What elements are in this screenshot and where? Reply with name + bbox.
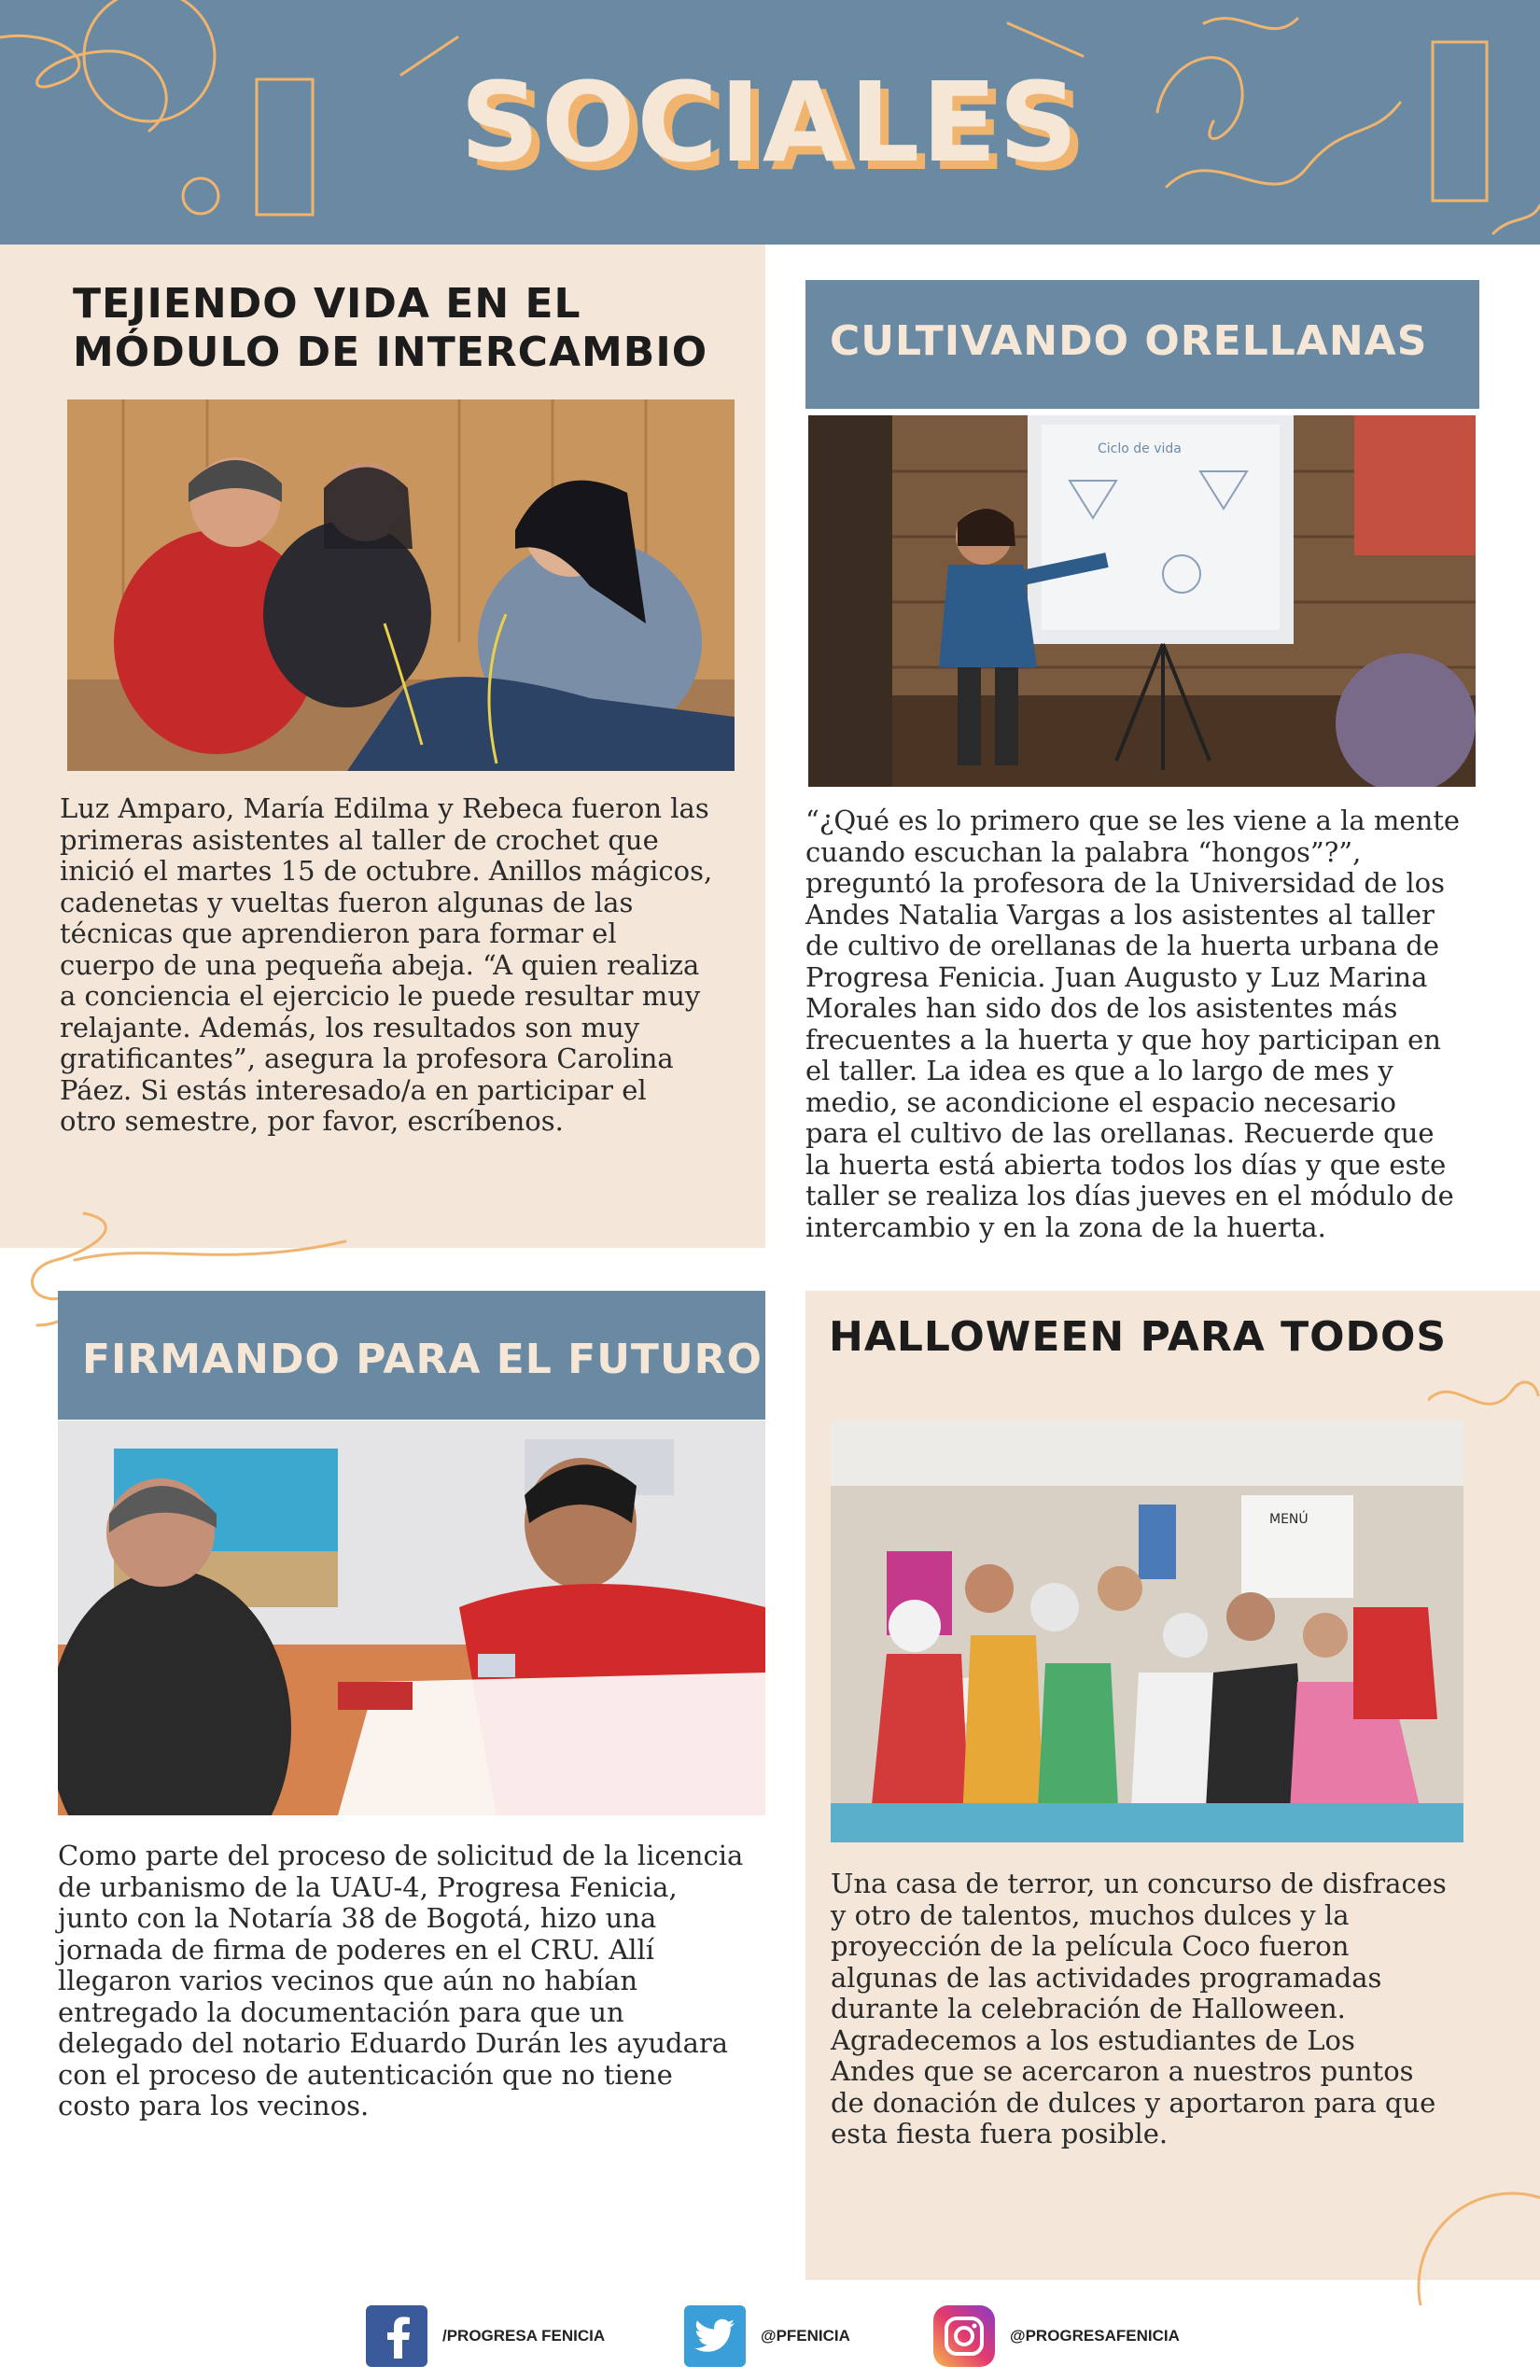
article-halloween-title: HALLOWEEN PARA TODOS — [829, 1313, 1448, 1361]
footer-facebook-label: /PROGRESA FENICIA — [442, 2327, 606, 2345]
article-orellanas-line: la huerta está abierta todos los días y que este — [805, 1148, 1447, 1181]
article-firmando-line: entregado la documentación para que un — [58, 1995, 624, 2028]
page-title: SOCIALES — [460, 58, 1080, 187]
article-halloween-body — [831, 1869, 1447, 2150]
article-tejiendo-line: a conciencia el ejercicio le puede resultar muy — [60, 980, 701, 1012]
corner-circle-decoration — [1409, 2184, 1540, 2305]
article-halloween-line: proyección de la película Coco fueron — [831, 1930, 1350, 1962]
article-orellanas-line: el taller. La idea es que a lo largo de mes y — [805, 1055, 1393, 1086]
article-tejiendo-line: inició el martes 15 de octubre. Anillos mágicos, — [60, 855, 713, 887]
article-tejiendo-line: otro semestre, por favor, escríbenos. — [60, 1105, 564, 1137]
article-tejiendo-line: Páez. Si estás interesado/a en participar el — [60, 1073, 647, 1106]
article-tejiendo-title — [73, 280, 707, 377]
article-orellanas-body — [805, 805, 1460, 1243]
article-orellanas-line: taller se realiza los días jueves en el módulo de — [805, 1180, 1454, 1211]
article-firmando-line: delegado del notario Eduardo Durán les ayudara — [58, 2027, 729, 2059]
article-orellanas-title-bar — [805, 280, 1479, 409]
article-orellanas-line: preguntó la profesora de la Universidad de los — [805, 867, 1445, 899]
article-orellanas-line: intercambio y en la zona de la huerta. — [805, 1211, 1326, 1243]
facebook-icon — [366, 2305, 427, 2367]
article-orellanas-line: Progresa Fenicia. Juan Augusto y Luz Marina — [805, 960, 1428, 993]
instagram-icon — [933, 2305, 995, 2367]
article-orellanas-title: CULTIVANDO ORELLANAS — [830, 317, 1428, 365]
article-halloween-line: esta fiesta fuera posible. — [831, 2118, 1169, 2149]
article-firmando-line: jornada de firma de poderes en el CRU. Allí — [58, 1933, 655, 1966]
footer-instagram[interactable] — [933, 2305, 1180, 2367]
article-tejiendo-line: cuerpo de una pequeña abeja. “A quien realiza — [60, 948, 700, 981]
article-firmando-line: llegaron varios vecinos que aún no habían — [58, 1965, 638, 1996]
footer-twitter[interactable] — [684, 2305, 850, 2367]
article-firmando-title: FIRMANDO PARA EL FUTURO — [82, 1336, 763, 1383]
article-tejiendo-line: técnicas que aprendieron para formar el — [60, 917, 617, 949]
article-halloween-line: Una casa de terror, un concurso de disfraces — [831, 1868, 1447, 1899]
article-tejiendo-line: relajante. Además, los resultados son muy — [60, 1011, 640, 1043]
crochet-photo — [67, 399, 735, 771]
article-tejiendo-title-line1: TEJIENDO VIDA EN EL — [73, 280, 581, 328]
slide-title: Ciclo de vida — [1098, 441, 1182, 456]
article-firmando-title-bar — [58, 1291, 765, 1420]
footer-instagram-label: @PROGRESAFENICIA — [1010, 2327, 1180, 2345]
article-tejiendo-line: Luz Amparo, María Edilma y Rebeca fueron las — [60, 792, 709, 824]
article-orellanas-line: frecuentes a la huerta y que hoy participan en — [805, 1023, 1441, 1056]
signing-photo — [58, 1421, 765, 1815]
article-tejiendo-line: gratificantes”, asegura la profesora Carolina — [60, 1043, 674, 1074]
halloween-squiggle-decoration — [1428, 1372, 1540, 1428]
article-tejiendo-title-line2: MÓDULO DE INTERCAMBIO — [73, 329, 708, 376]
article-firmando-line: Como parte del proceso de solicitud de la licencia — [58, 1840, 744, 1871]
article-firmando-line: con el proceso de autenticación que no tiene — [58, 2058, 673, 2091]
article-orellanas-line: “¿Qué es lo primero que se les viene a la mente — [805, 805, 1461, 836]
article-halloween-line: algunas de las actividades programadas — [831, 1961, 1382, 1994]
article-halloween-line: Andes que se acercaron a nuestros puntos — [831, 2055, 1414, 2087]
header-banner — [0, 0, 1540, 245]
article-firmando-line: junto con la Notaría 38 de Bogotá, hizo una — [58, 1902, 657, 1934]
article-orellanas-line: cuando escuchan la palabra “hongos”?”, — [805, 835, 1362, 868]
halloween-group-photo — [831, 1421, 1463, 1842]
article-tejiendo-line: primeras asistentes al taller de crochet que — [60, 823, 659, 856]
footer-facebook[interactable] — [366, 2305, 605, 2367]
footer-twitter-label: @PFENICIA — [761, 2327, 850, 2345]
article-orellanas-line: para el cultivo de las orellanas. Recuerde que — [805, 1117, 1435, 1149]
article-halloween-line: y otro de talentos, muchos dulces y la — [831, 1898, 1350, 1931]
twitter-icon — [684, 2305, 746, 2367]
article-firmando-body — [58, 1841, 743, 2122]
workshop-photo — [808, 415, 1476, 787]
article-halloween-line: durante la celebración de Halloween. — [831, 1993, 1346, 2024]
article-orellanas-line: Andes Natalia Vargas a los asistentes al taller — [805, 898, 1435, 931]
article-tejiendo-line: cadenetas y vueltas fueron algunas de las — [60, 886, 634, 918]
menu-sign-text: MENÚ — [1269, 1512, 1309, 1527]
article-halloween-line: de donación de dulces y aportaron para que — [831, 2086, 1436, 2119]
article-firmando-line: costo para los vecinos. — [58, 2090, 370, 2121]
article-firmando-line: de urbanismo de la UAU-4, Progresa Fenicia, — [58, 1870, 678, 1903]
article-orellanas-line: Morales han sido dos de los asistentes más — [805, 992, 1398, 1024]
article-orellanas-line: de cultivo de orellanas de la huerta urbana de — [805, 930, 1440, 961]
article-tejiendo-body — [60, 793, 712, 1138]
article-orellanas-line: medio, se acondicione el espacio necesario — [805, 1085, 1396, 1118]
article-halloween-line: Agradecemos a los estudiantes de Los — [831, 2023, 1355, 2056]
